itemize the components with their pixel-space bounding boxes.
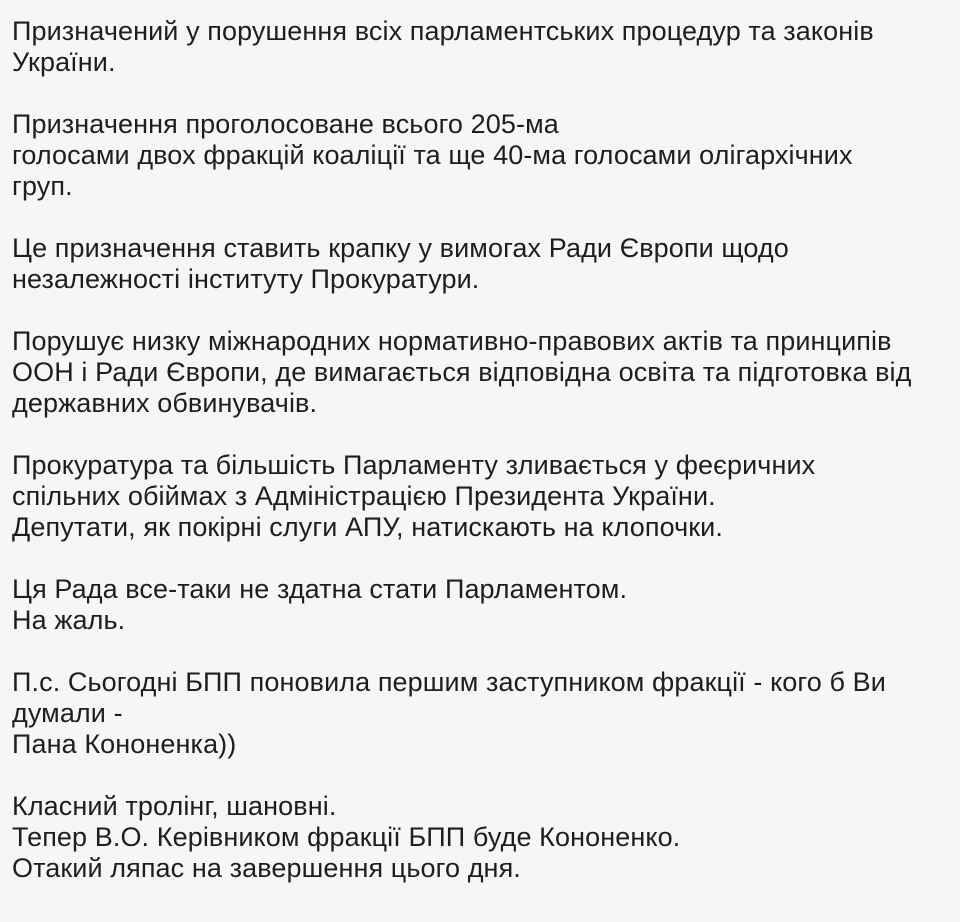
text-line: ООН і Ради Європи, де вимагається відповідна освіта та підготовка від	[12, 357, 912, 387]
text-line: Пана Кононенка))	[12, 729, 237, 759]
text-line: Прокуратура та більшість Парламенту зливається у феєричних	[12, 450, 816, 480]
text-line: спільних обіймах з Адміністрацією Президента України.	[12, 481, 716, 511]
text-line: Порушує низку міжнародних нормативно-правових актів та принципів	[12, 326, 892, 356]
text-line: голосами двох фракцій коаліції та ще 40-ма голосами олігархічних	[12, 140, 853, 170]
text-line: незалежності інституту Прокуратури.	[12, 264, 480, 294]
text-line: Отакий ляпас на завершення цього дня.	[12, 853, 521, 883]
text-line: державних обвинувачів.	[12, 388, 318, 418]
post-text	[12, 16, 952, 915]
post-paragraph-6	[12, 574, 952, 636]
text-line: України.	[12, 47, 116, 77]
text-line: Призначений у порушення всіх парламентських процедур та законів	[12, 16, 874, 46]
text-line: П.с. Сьогодні БПП поновила першим заступником фракції - кого б Ви	[12, 667, 886, 697]
text-line: думали -	[12, 698, 123, 728]
text-line: Депутати, як покірні слуги АПУ, натискають на клопочки.	[12, 512, 723, 542]
text-line: Ця Рада все-таки не здатна стати Парламентом.	[12, 574, 628, 604]
post-paragraph-8	[12, 791, 952, 884]
post-paragraph-5	[12, 450, 952, 543]
post-paragraph-4	[12, 326, 952, 419]
text-line: груп.	[12, 171, 73, 201]
post-paragraph-2	[12, 109, 952, 202]
post-paragraph-1	[12, 16, 952, 78]
post-paragraph-7	[12, 667, 952, 760]
text-line: Це призначення ставить крапку у вимогах Ради Європи щодо	[12, 233, 789, 263]
post-paragraph-3	[12, 233, 952, 295]
text-line: Класний тролінг, шановні.	[12, 791, 337, 821]
text-line: Призначення проголосоване всього 205-ма	[12, 109, 559, 139]
text-line: На жаль.	[12, 605, 126, 635]
text-line: Тепер В.О. Керівником фракції БПП буде Кононенко.	[12, 822, 681, 852]
